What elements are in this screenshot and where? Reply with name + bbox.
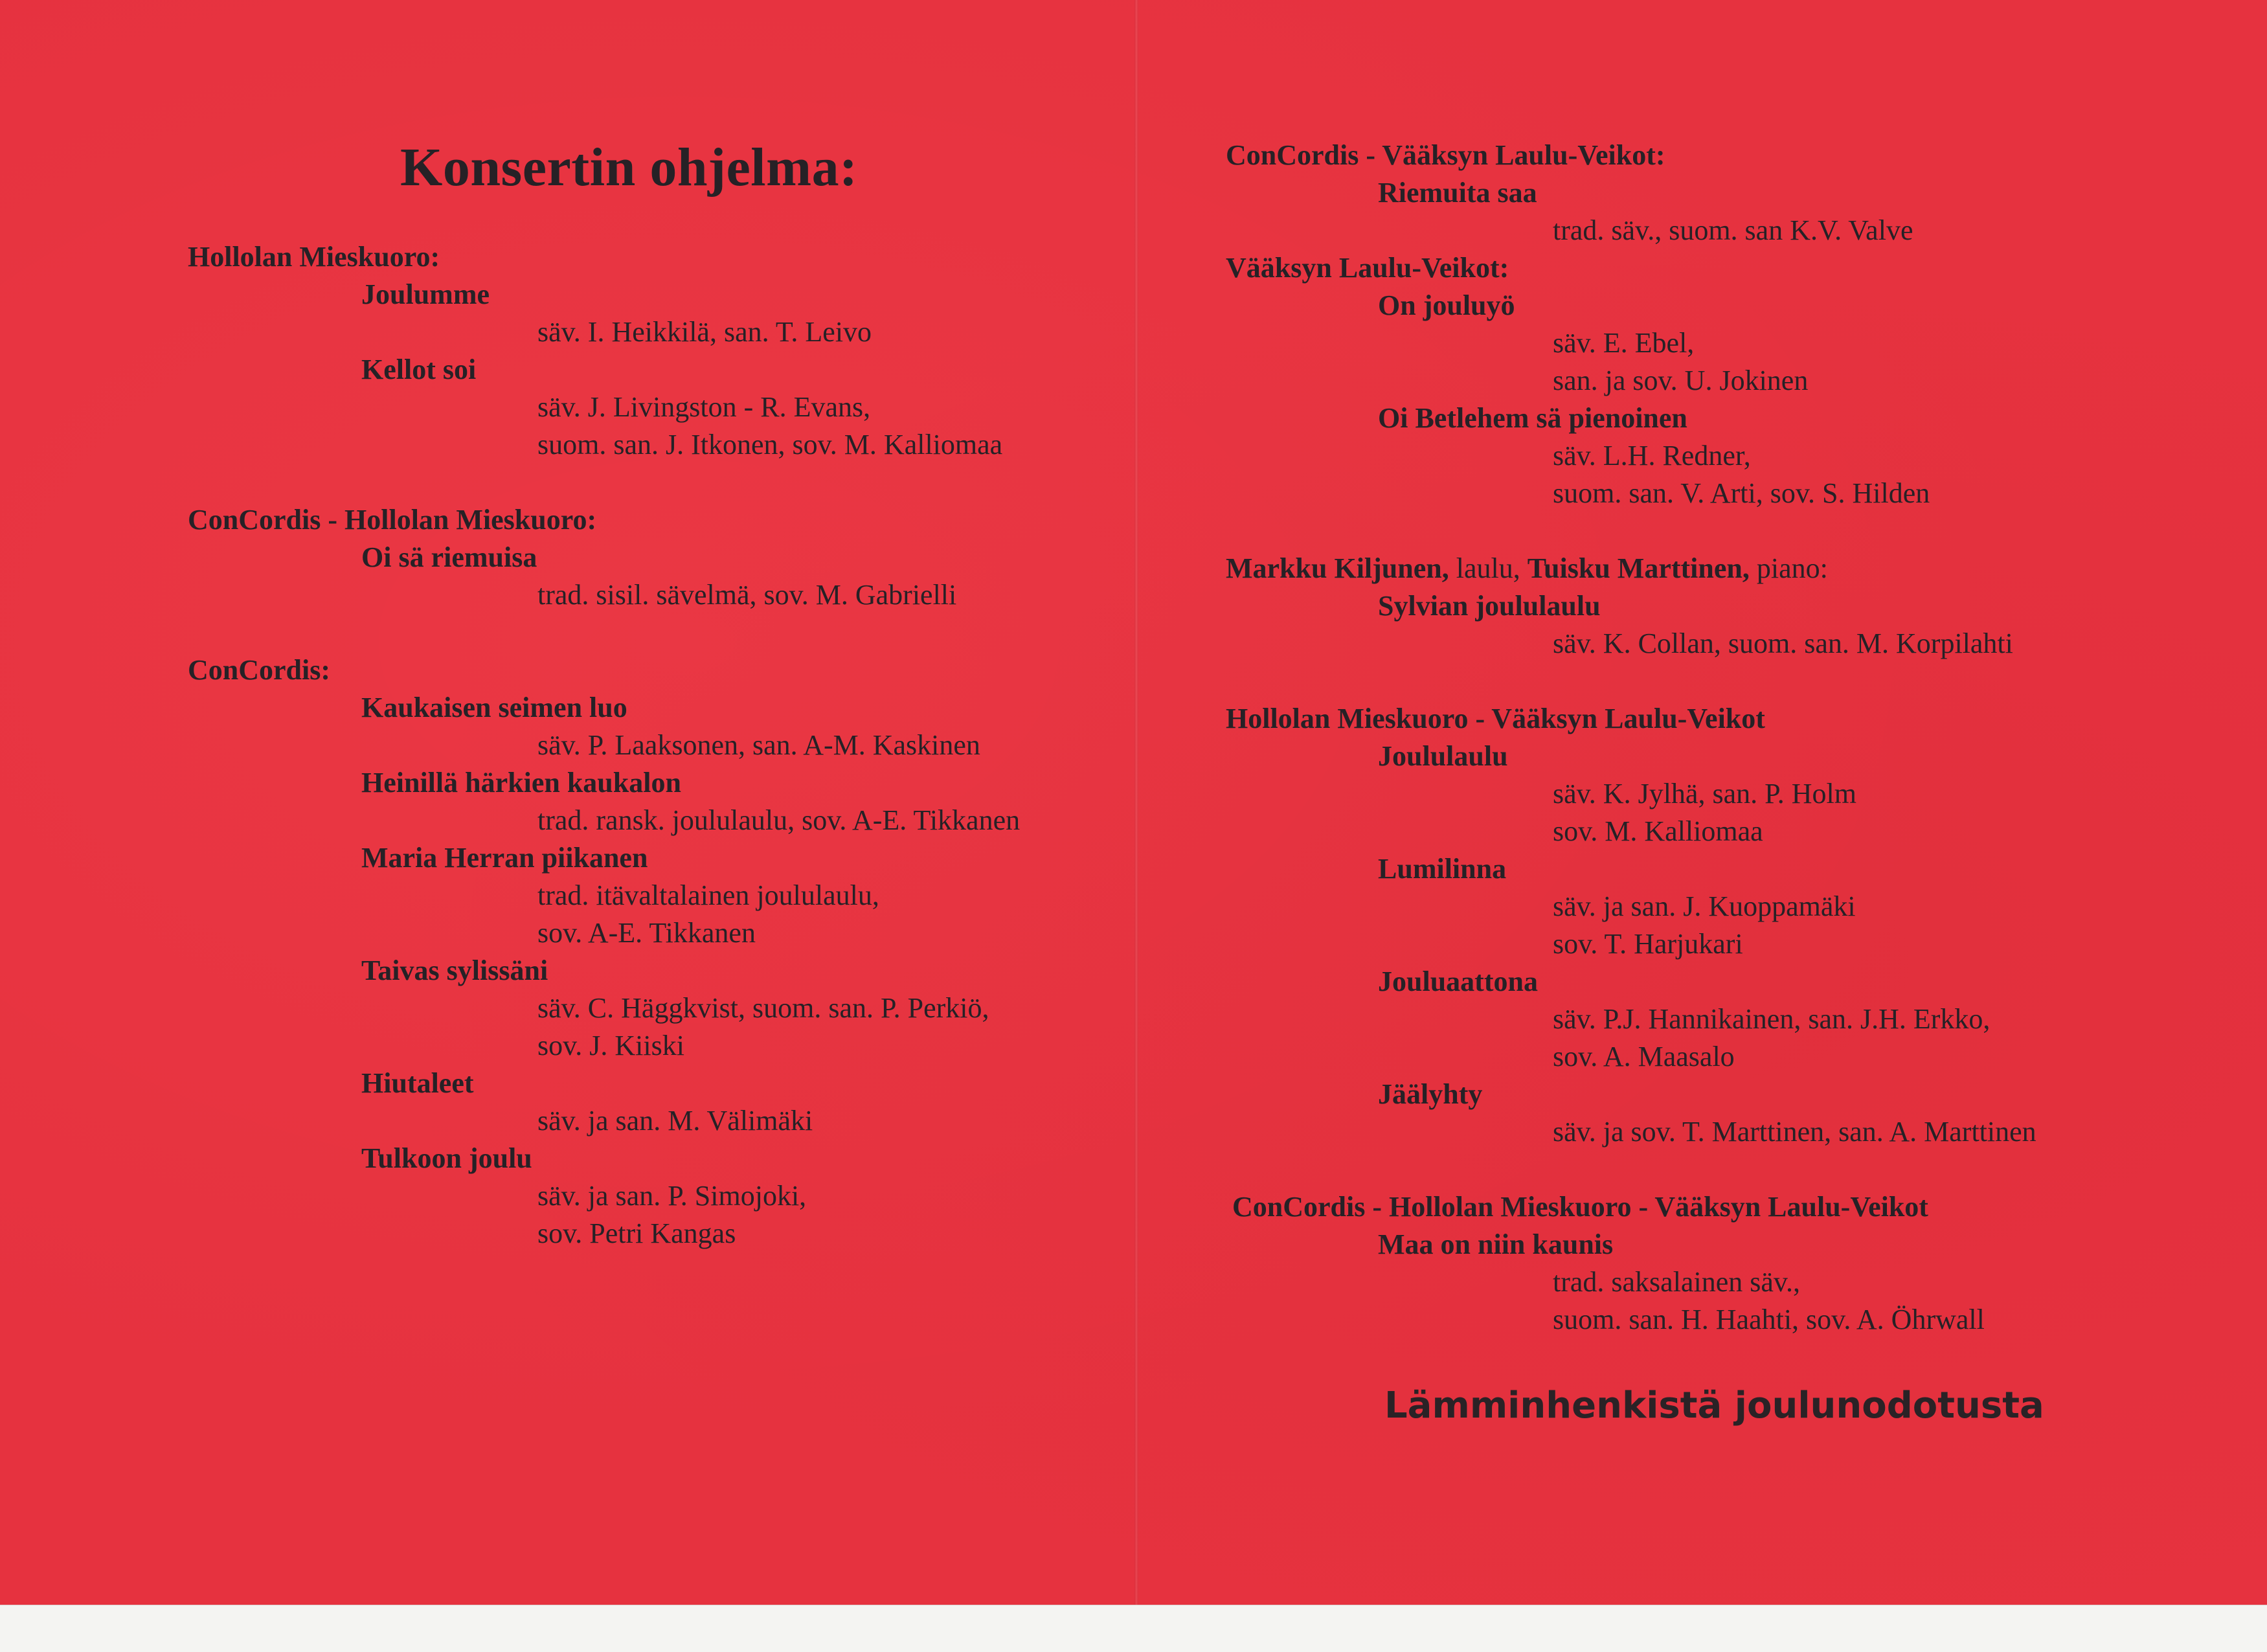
performer-heading: ConCordis - Hollolan Mieskuoro - Vääksyn Laulu-Veikot <box>1232 1191 1928 1223</box>
song-title: Oi sä riemuisa <box>361 541 537 573</box>
performer-heading: ConCordis: <box>188 654 331 686</box>
song-credit: trad. sisil. sävelmä, sov. M. Gabrielli <box>537 579 957 611</box>
song-credit: trad. ransk. joululaulu, sov. A-E. Tikkanen <box>537 804 1021 836</box>
song-credit: trad. säv., suom. san K.V. Valve <box>1553 214 1913 246</box>
song-title: On jouluyö <box>1378 289 1515 321</box>
song-title: Joulumme <box>361 278 490 310</box>
song-title: Riemuita saa <box>1378 177 1537 209</box>
song-credit: sov. J. Kiiski <box>537 1030 684 1061</box>
performer-heading: Hollolan Mieskuoro: <box>188 241 440 273</box>
song-credit: sov. A-E. Tikkanen <box>537 917 756 949</box>
song-title: Lumilinna <box>1378 853 1507 885</box>
song-credit: säv. I. Heikkilä, san. T. Leivo <box>537 316 872 348</box>
performer-heading <box>1226 554 1828 583</box>
performer-heading: Vääksyn Laulu-Veikot: <box>1226 252 1509 284</box>
song-credit: säv. ja sov. T. Marttinen, san. A. Marttinen <box>1553 1116 2036 1148</box>
song-credit: sov. A. Maasalo <box>1553 1041 1735 1072</box>
song-credit: säv. K. Collan, suom. san. M. Korpilahti <box>1553 628 2013 659</box>
song-credit: säv. ja san. M. Välimäki <box>537 1105 813 1137</box>
song-title: Jouluaattona <box>1378 966 1538 997</box>
song-title: Hiutaleet <box>361 1067 474 1099</box>
song-credit: säv. C. Häggkvist, suom. san. P. Perkiö, <box>537 992 989 1024</box>
performer-heading: ConCordis - Hollolan Mieskuoro: <box>188 504 597 536</box>
song-credit: sov. T. Harjukari <box>1553 928 1743 960</box>
performer-role: piano: <box>1749 552 1828 584</box>
closing-greeting: Lämminhenkistä joulunodotusta <box>1384 1385 2044 1427</box>
song-credit: suom. san. V. Arti, sov. S. Hilden <box>1553 477 1930 509</box>
song-credit: suom. san. J. Itkonen, sov. M. Kalliomaa <box>537 429 1003 460</box>
scan-margin <box>0 1605 2267 1652</box>
page-title: Konsertin ohjelma: <box>400 137 858 198</box>
song-title: Maa on niin kaunis <box>1378 1228 1614 1260</box>
song-title: Maria Herran piikanen <box>361 842 648 874</box>
song-title: Oi Betlehem sä pienoinen <box>1378 402 1687 434</box>
song-credit: sov. M. Kalliomaa <box>1553 815 1763 847</box>
performer-heading: Hollolan Mieskuoro - Vääksyn Laulu-Veikot <box>1226 703 1765 734</box>
song-credit: san. ja sov. U. Jokinen <box>1553 365 1809 396</box>
song-title: Joululaulu <box>1378 740 1508 772</box>
song-credit: säv. J. Livingston - R. Evans, <box>537 391 871 423</box>
song-title: Jäälyhty <box>1378 1078 1483 1110</box>
song-title: Taivas sylissäni <box>361 955 548 986</box>
performer-name: Tuisku Marttinen, <box>1527 552 1750 584</box>
center-fold <box>1134 0 1138 1605</box>
song-title: Sylvian joululaulu <box>1378 590 1601 622</box>
song-credit: säv. L.H. Redner, <box>1553 440 1751 471</box>
song-credit: sov. Petri Kangas <box>537 1217 736 1249</box>
song-credit: trad. itävaltalainen joululaulu, <box>537 879 879 911</box>
song-credit: trad. saksalainen säv., <box>1553 1266 1801 1298</box>
performer-name: Markku Kiljunen, <box>1226 552 1449 584</box>
performer-role: laulu, <box>1449 552 1528 584</box>
song-title: Kellot soi <box>361 354 477 385</box>
song-title: Kaukaisen seimen luo <box>361 692 627 723</box>
song-credit: säv. ja san. P. Simojoki, <box>537 1180 807 1212</box>
song-credit: suom. san. H. Haahti, sov. A. Öhrwall <box>1553 1304 1985 1335</box>
song-credit: säv. K. Jylhä, san. P. Holm <box>1553 778 1856 809</box>
song-credit: säv. P.J. Hannikainen, san. J.H. Erkko, <box>1553 1003 1991 1035</box>
song-credit: säv. E. Ebel, <box>1553 327 1695 359</box>
song-credit: säv. P. Laaksonen, san. A-M. Kaskinen <box>537 729 980 761</box>
song-credit: säv. ja san. J. Kuoppamäki <box>1553 890 1856 922</box>
performer-heading: ConCordis - Vääksyn Laulu-Veikot: <box>1226 139 1665 171</box>
song-title: Heinillä härkien kaukalon <box>361 767 681 798</box>
song-title: Tulkoon joulu <box>361 1142 532 1174</box>
